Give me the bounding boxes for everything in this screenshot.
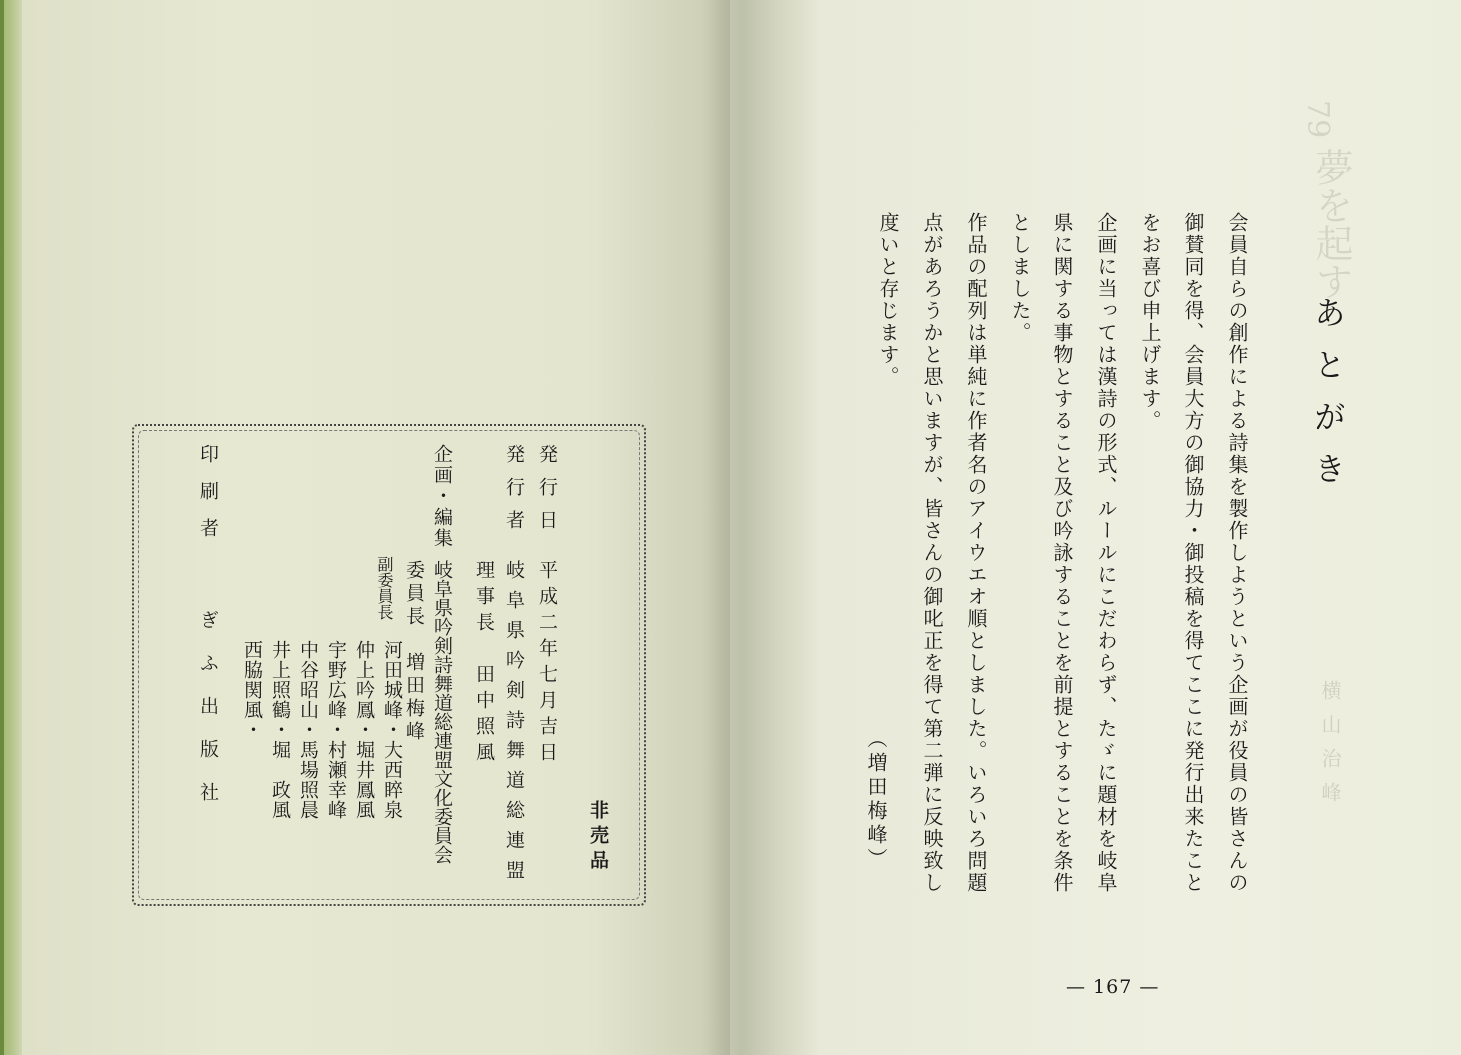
show-through-number: 79 bbox=[1300, 100, 1335, 139]
afterword-signature: （増田梅峰） bbox=[864, 728, 888, 872]
chairman-line: 理事長 田中照風 bbox=[473, 560, 495, 768]
page-gutter bbox=[700, 0, 820, 1055]
afterword-line-6: としました。 bbox=[1008, 212, 1032, 344]
afterword-line-9: 度いと存じます。 bbox=[876, 212, 900, 388]
issue-date-label: 発行日 bbox=[536, 444, 558, 543]
vice-chair-line1: 河田城峰・大西睟泉 bbox=[381, 640, 403, 820]
show-through-author: 横山治峰 bbox=[1318, 680, 1342, 816]
afterword-line-3: をお喜び申上げます。 bbox=[1138, 212, 1162, 432]
printer-label: 印刷者 bbox=[197, 444, 219, 555]
issue-date-value: 平成二年七月吉日 bbox=[536, 560, 558, 768]
printer-value: ぎふ出版社 bbox=[197, 610, 219, 825]
vice-chair-label: 副委員長 bbox=[375, 556, 394, 620]
publisher-value: 岐阜県吟剣詩舞道総連盟 bbox=[503, 560, 525, 890]
afterword-line-7: 作品の配列は単純に作者名のアイウエオ順としました。いろいろ問題 bbox=[964, 212, 988, 894]
committee-chair-line: 委員長 増田梅峰 bbox=[403, 560, 425, 744]
vice-chair-line6: 西脇関風・ bbox=[241, 640, 263, 740]
vice-chair-line2: 仲上吟鳳・堀井鳳風 bbox=[353, 640, 375, 820]
publisher-label: 発行者 bbox=[503, 444, 525, 543]
afterword-line-2: 御賛同を得、会員大方の御協力・御投稿を得てここに発行出来たこと bbox=[1181, 212, 1205, 894]
vice-chair-line5: 井上照鶴・堀 政風 bbox=[269, 640, 291, 820]
book-cover-edge bbox=[0, 0, 22, 1055]
not-for-sale-label: 非売品 bbox=[587, 800, 609, 875]
vice-chair-line3: 宇野広峰・村瀬幸峰 bbox=[325, 640, 347, 820]
afterword-line-8: 点があろうかと思いますが、皆さんの御叱正を得て第二弾に反映致し bbox=[920, 212, 944, 894]
page-number: — 167 — bbox=[1066, 976, 1160, 998]
editor-value: 岐阜県吟剣詩舞道総連盟文化委員会 bbox=[431, 560, 453, 864]
afterword-title: あとがき bbox=[1309, 296, 1347, 504]
afterword-line-1: 会員自らの創作による詩集を製作しようという企画が役員の皆さんの bbox=[1225, 212, 1249, 894]
show-through-title: 夢を起す bbox=[1309, 148, 1353, 300]
afterword-line-5: 県に関する事物とすること及び吟詠することを前提とすることを条件 bbox=[1050, 212, 1074, 894]
afterword-line-4: 企画に当っては漢詩の形式、ルールにこだわらず、たゞに題材を岐阜 bbox=[1094, 212, 1118, 894]
vice-chair-line4: 中谷昭山・馬場照晨 bbox=[297, 640, 319, 820]
editor-label: 企画・編集 bbox=[431, 444, 453, 549]
